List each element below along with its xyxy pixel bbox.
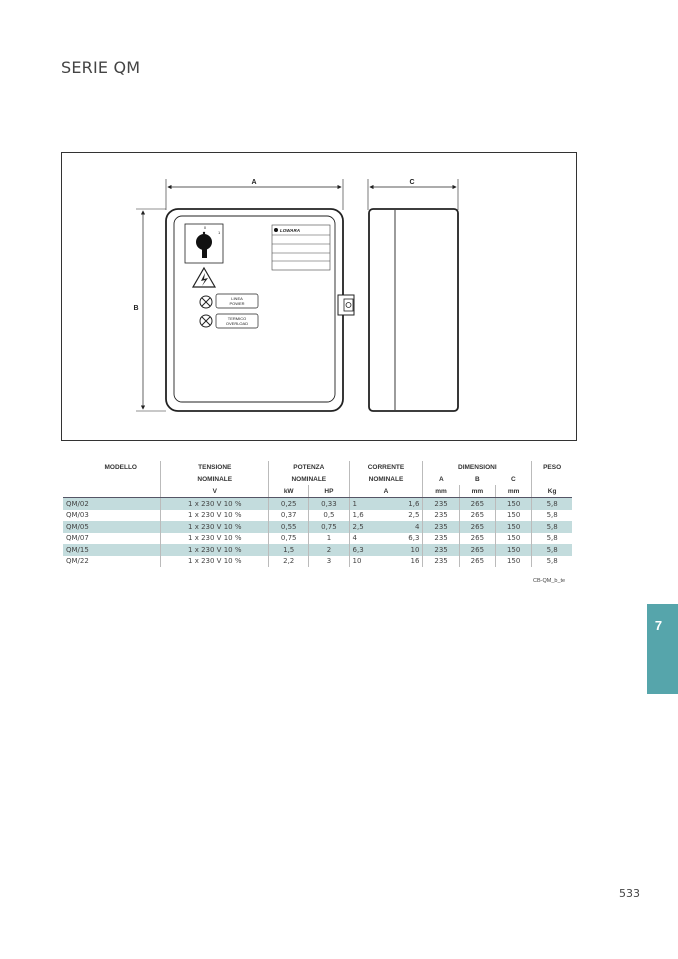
- cell-kw: 0,37: [269, 510, 309, 522]
- cell-voltage: 1 x 230 V 10 %: [161, 521, 269, 533]
- cell-kw: 0,75: [269, 533, 309, 545]
- cell-hp: 0,5: [309, 510, 349, 522]
- cell-kw: 2,2: [269, 556, 309, 568]
- table-row: [63, 510, 572, 522]
- col-potenza: POTENZA: [269, 461, 349, 473]
- cell-b: 265: [459, 498, 495, 510]
- chapter-tab: [647, 604, 678, 694]
- col-modello: MODELLO: [104, 463, 137, 471]
- cell-b: 265: [459, 544, 495, 556]
- cell-i-min: 10: [349, 556, 386, 568]
- cell-c: 150: [495, 521, 531, 533]
- col-corrente: CORRENTE: [349, 461, 423, 473]
- cell-i-max: 10: [386, 544, 423, 556]
- cell-i-max: 1,6: [386, 498, 423, 510]
- cell-kg: 5,8: [532, 510, 572, 522]
- cell-kg: 5,8: [532, 556, 572, 568]
- cell-i-min: 6,3: [349, 544, 386, 556]
- cell-i-min: 2,5: [349, 521, 386, 533]
- page-title: SERIE QM: [61, 58, 141, 77]
- overload-lamp-label: TERMICO: [227, 316, 247, 321]
- brand-logo: LOWARA: [280, 228, 300, 233]
- power-lamp-icon: [200, 296, 212, 308]
- cell-kg: 5,8: [532, 521, 572, 533]
- cell-voltage: 1 x 230 V 10 %: [161, 510, 269, 522]
- cell-c: 150: [495, 533, 531, 545]
- cell-i-max: 4: [386, 521, 423, 533]
- svg-text:0: 0: [203, 225, 207, 230]
- cell-hp: 1: [309, 533, 349, 545]
- cell-model: QM/07: [66, 534, 89, 543]
- cell-kg: 5,8: [532, 533, 572, 545]
- cell-hp: 0,75: [309, 521, 349, 533]
- power-lamp-label: LINEA: [231, 296, 243, 301]
- side-view-outer: [369, 209, 458, 411]
- table-row: [63, 498, 572, 510]
- cell-kw: 0,55: [269, 521, 309, 533]
- dimension-a-label: A: [251, 179, 257, 186]
- high-voltage-warning-icon: [193, 268, 215, 287]
- cell-i-max: 16: [410, 557, 420, 566]
- cell-hp: 3: [309, 556, 349, 568]
- cell-i-max: 2,5: [408, 511, 420, 520]
- col-tensione: TENSIONE: [161, 461, 269, 473]
- table-row: [63, 533, 572, 545]
- nameplate: [272, 225, 330, 270]
- table-code: CB-QM_b_te: [533, 578, 566, 584]
- cell-c: 150: [495, 544, 531, 556]
- svg-text:OVERLOAD: OVERLOAD: [225, 321, 249, 326]
- overload-lamp-icon: [200, 315, 212, 327]
- cell-a: 235: [423, 533, 459, 545]
- cell-model: QM/03: [66, 511, 89, 520]
- table-row: [63, 556, 572, 568]
- cell-kg: 5,8: [532, 498, 572, 510]
- cell-kw: 1,5: [269, 544, 309, 556]
- col-peso: PESO: [532, 461, 572, 473]
- cell-b: 265: [459, 556, 495, 568]
- cell-voltage: 1 x 230 V 10 %: [161, 498, 269, 510]
- dimension-b-label: B: [133, 305, 139, 312]
- cell-kw: 0,25: [269, 498, 309, 510]
- cell-i-min: 1: [349, 498, 386, 510]
- page-number: 533: [619, 887, 640, 900]
- cell-c: 150: [495, 510, 531, 522]
- table-row: [63, 521, 572, 533]
- cell-i-min: 1,6: [349, 510, 386, 522]
- cell-voltage: 1 x 230 V 10 %: [161, 556, 269, 568]
- cell-kg: 5,8: [532, 544, 572, 556]
- dimension-c-label: C: [409, 179, 415, 186]
- cell-model: QM/22: [66, 557, 89, 566]
- cell-i-min: 4: [349, 533, 386, 545]
- cell-model: QM/05: [63, 521, 161, 533]
- cell-a: 235: [423, 521, 459, 533]
- cell-model: QM/02: [63, 498, 161, 510]
- cell-c: 150: [495, 556, 531, 568]
- cell-b: 265: [459, 533, 495, 545]
- cell-voltage: 1 x 230 V 10 %: [161, 544, 269, 556]
- cell-model: QM/15: [63, 544, 161, 556]
- control-box-drawing: [62, 153, 578, 442]
- cell-a: 235: [423, 510, 459, 522]
- cell-a: 235: [423, 544, 459, 556]
- cell-hp: 0,33: [309, 498, 349, 510]
- cell-i-max: 6,3: [408, 534, 420, 543]
- specification-table: MODELLO TENSIONE POTENZA CORRENTE DIMENSIONI PESO NOMINALE NOMINALE NOMINALE A B C V kW HP A mm mm mm Kg QM/02 1 x 230 V 10 % 0,25 0,33 1 1,6 235 265 150 5,8 QM/03 1 x 230 V 10 % 0,37 0,5 1,6 2,5 235 265 150 5,8 QM/05 1 x 230 V 10 % 0,55 0,75 2,5 4 235 265 150 5,8 QM/07 1 x 230 V 10 % 0,75 1 4 6,3 235 265 150 5,8 QM/15 1 x 230 V 10 % 1,5 2 6,3 10 235 265 150 5,8 QM/22 1 x 230 V 10 % 2,2 3 10 16 235 265 150 5,8: [63, 461, 572, 567]
- cell-voltage: 1 x 230 V 10 %: [161, 533, 269, 545]
- svg-text:POWER: POWER: [229, 301, 245, 306]
- cell-a: 235: [423, 498, 459, 510]
- latch: [338, 295, 354, 315]
- cell-hp: 2: [309, 544, 349, 556]
- svg-text:1: 1: [218, 230, 221, 235]
- col-dimensioni: DIMENSIONI: [423, 461, 532, 473]
- cell-b: 265: [459, 510, 495, 522]
- cell-a: 235: [423, 556, 459, 568]
- table-row: [63, 544, 572, 556]
- cell-c: 150: [495, 498, 531, 510]
- dimension-drawing: [61, 152, 577, 441]
- cell-b: 265: [459, 521, 495, 533]
- chapter-number: 7: [654, 618, 663, 633]
